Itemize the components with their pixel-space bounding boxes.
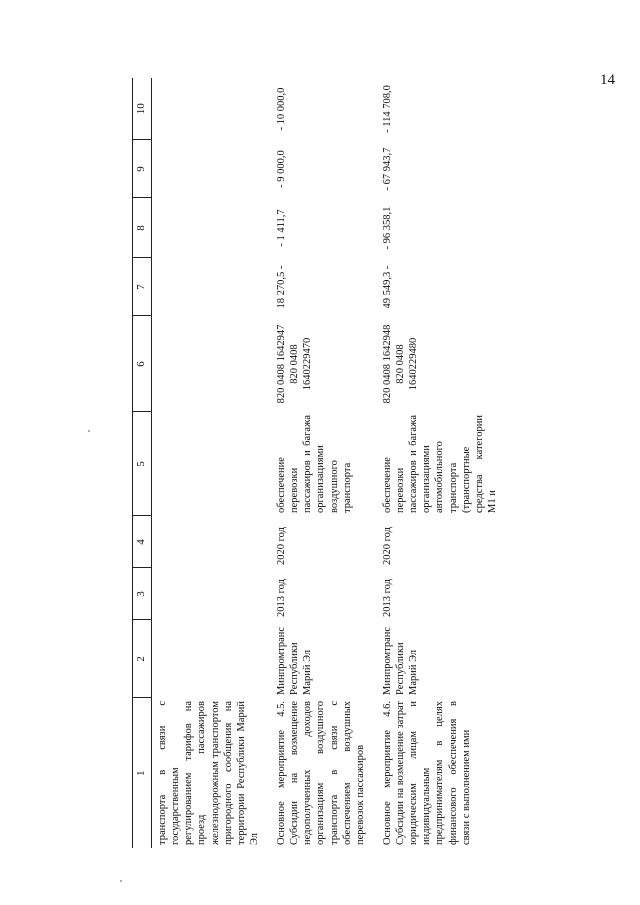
col-header-7: 7 [133,258,152,316]
cell-measure: Основное мероприятие 4.6. Субсидии на возмещение затрат юридическим лицам и индивидуальным предпринимателям в целях финансового обеспечения в связи с выполнением ими [381,701,472,845]
cell-executor: Минпромтранс Республики Марий Эл [381,626,420,695]
cell-value-7 [152,258,266,316]
table-row [371,78,503,848]
program-table [132,78,503,848]
col-header-1: 1 [133,698,152,848]
cell-value-8 [152,198,266,258]
cell-value-10: - 114 708,0 [381,85,393,133]
header-row [133,78,152,848]
cell-value-9 [152,140,266,198]
cell-result: обеспечение перевозки пассажиров и багажа организациями воздушного транспорта [276,415,353,513]
col-header-2: 2 [133,620,152,698]
cell-end-year: 2020 год [381,527,393,565]
cell-value-8: - 1 411,7 [276,209,287,247]
cell-value-10 [152,78,266,140]
cell-result: обеспечение перевозки пассажиров и багажа организациями автомобильного транспорта (транспортные средства категории М1 и [381,415,498,513]
col-header-9: 9 [133,140,152,198]
cell-value-7: 18 270,5 - [276,265,287,309]
cell-budget-code [152,316,266,412]
cell-start-year: 2013 год [276,579,287,617]
cell-value-9: - 67 943,7 [381,147,393,191]
cell-budget-code: 820 0408 1642947 820 0408 1640229470 [276,324,314,404]
cell-start-year: 2013 год [381,579,393,617]
cell-result [152,412,266,516]
col-header-10: 10 [133,78,152,140]
col-header-5: 5 [133,412,152,516]
scan-speck [120,880,122,882]
scan-speck [88,430,90,432]
table-row [265,78,371,848]
cell-budget-code: 820 0408 1642948 820 0408 1640229480 [381,324,420,404]
cell-value-10: - 10 000,0 [276,87,287,131]
cell-measure: Основное мероприятие 4.5. Субсидии на возмещение недополученных доходов организациям воздушного транспорта в связи с обеспечением воздушных перевозок пассажиров [276,701,366,845]
cell-executor [152,620,266,698]
cell-executor: Минпромтранс Республики Марий Эл [276,626,314,695]
cell-value-9: - 9 000,0 [276,150,287,188]
page-number: 14 [600,72,615,88]
cell-measure: транспорта в связи с государственным регулированием тарифов на проезд пассажиров железнодорожным транспортом пригородного сообщения на территории Республики Марий Эл [157,701,260,845]
cell-end-year: 2020 год [276,527,287,565]
col-header-3: 3 [133,568,152,620]
col-header-8: 8 [133,198,152,258]
cell-value-8: - 96 358,1 [381,206,393,250]
cell-start-year [152,568,266,620]
cell-value-7: 49 549,3 - [381,265,393,309]
table-row [152,78,266,848]
rotated-table-wrapper [132,78,602,848]
col-header-4: 4 [133,516,152,568]
col-header-6: 6 [133,316,152,412]
cell-end-year [152,516,266,568]
